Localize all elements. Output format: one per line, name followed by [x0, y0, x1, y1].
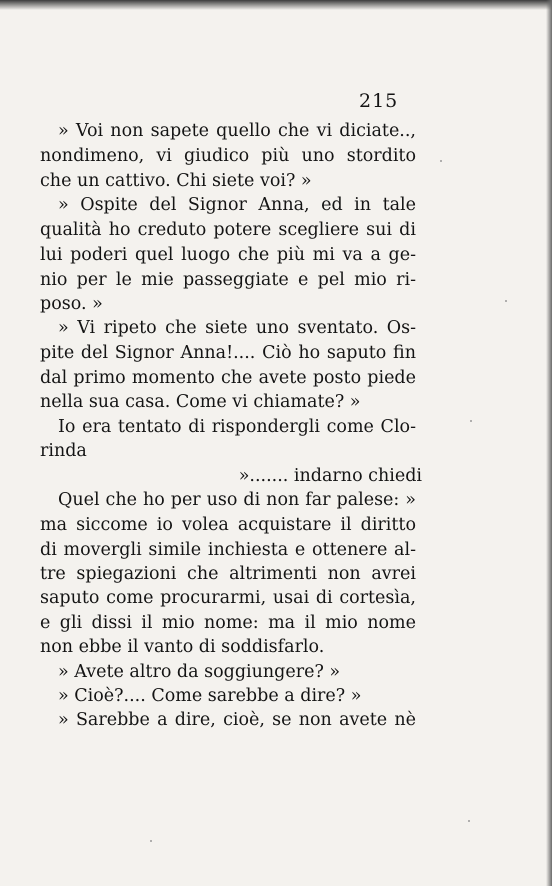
paper-speck: [440, 160, 442, 162]
scan-edge-shadow-right: [546, 0, 552, 886]
text-line: saputo come procurarmi, usai di cortesìa,: [40, 588, 416, 608]
text-line: rinda: [40, 441, 87, 461]
text-line: » Sarebbe a dire, cioè, se non avete nè: [58, 710, 416, 730]
text-line: poso. »: [40, 294, 103, 314]
text-line: Io era tentato di rispondergli come Clo-: [58, 417, 416, 437]
text-line: di movergli simile inchiesta e ottenere al-: [40, 540, 416, 560]
text-line: » Vi ripeto che siete uno sventato. Os-: [58, 318, 416, 338]
paper-speck: [468, 820, 470, 822]
text-line: qualità ho creduto potere scegliere sui di: [40, 220, 416, 240]
text-line: pite del Signor Anna!.... Ciò ho saputo fin: [40, 343, 416, 363]
text-line: » Ospite del Signor Anna, ed in tale: [58, 195, 416, 215]
text-line: nella sua casa. Come vi chiamate? »: [40, 392, 361, 412]
text-line: tre spiegazioni che altrimenti non avrei: [40, 564, 416, 584]
text-line: e gli dissi il mio nome: ma il mio nome: [40, 613, 416, 633]
text-line: nio per le mie passeggiate e pel mio ri-: [40, 270, 416, 290]
text-line: lui poderi quel luogo che più mi va a ge-: [40, 245, 416, 265]
page-number: 215: [359, 90, 399, 112]
text-line: ma siccome io volea acquistare il diritto: [40, 515, 416, 535]
quoted-verse-line: »....... indarno chiedi: [238, 466, 422, 486]
text-line: » Cioè?.... Come sarebbe a dire? »: [58, 686, 362, 706]
text-line: » Voi non sapete quello che vi diciate..,: [58, 121, 416, 141]
paper-speck: [150, 840, 152, 842]
scan-edge-shadow-top: [0, 0, 552, 10]
text-line: dal primo momento che avete posto piede: [40, 368, 416, 388]
text-line: non ebbe il vanto di soddisfarlo.: [40, 637, 325, 657]
text-line: nondimeno, vi giudico più uno stordito: [40, 146, 416, 166]
quoted-verse-line: Quel che ho per uso di non far palese: »: [58, 490, 416, 510]
paper-speck: [505, 300, 507, 302]
text-line: » Avete altro da soggiungere? »: [58, 662, 341, 682]
paper-speck: [470, 420, 472, 422]
text-line: che un cattivo. Chi siete voi? »: [40, 171, 312, 191]
